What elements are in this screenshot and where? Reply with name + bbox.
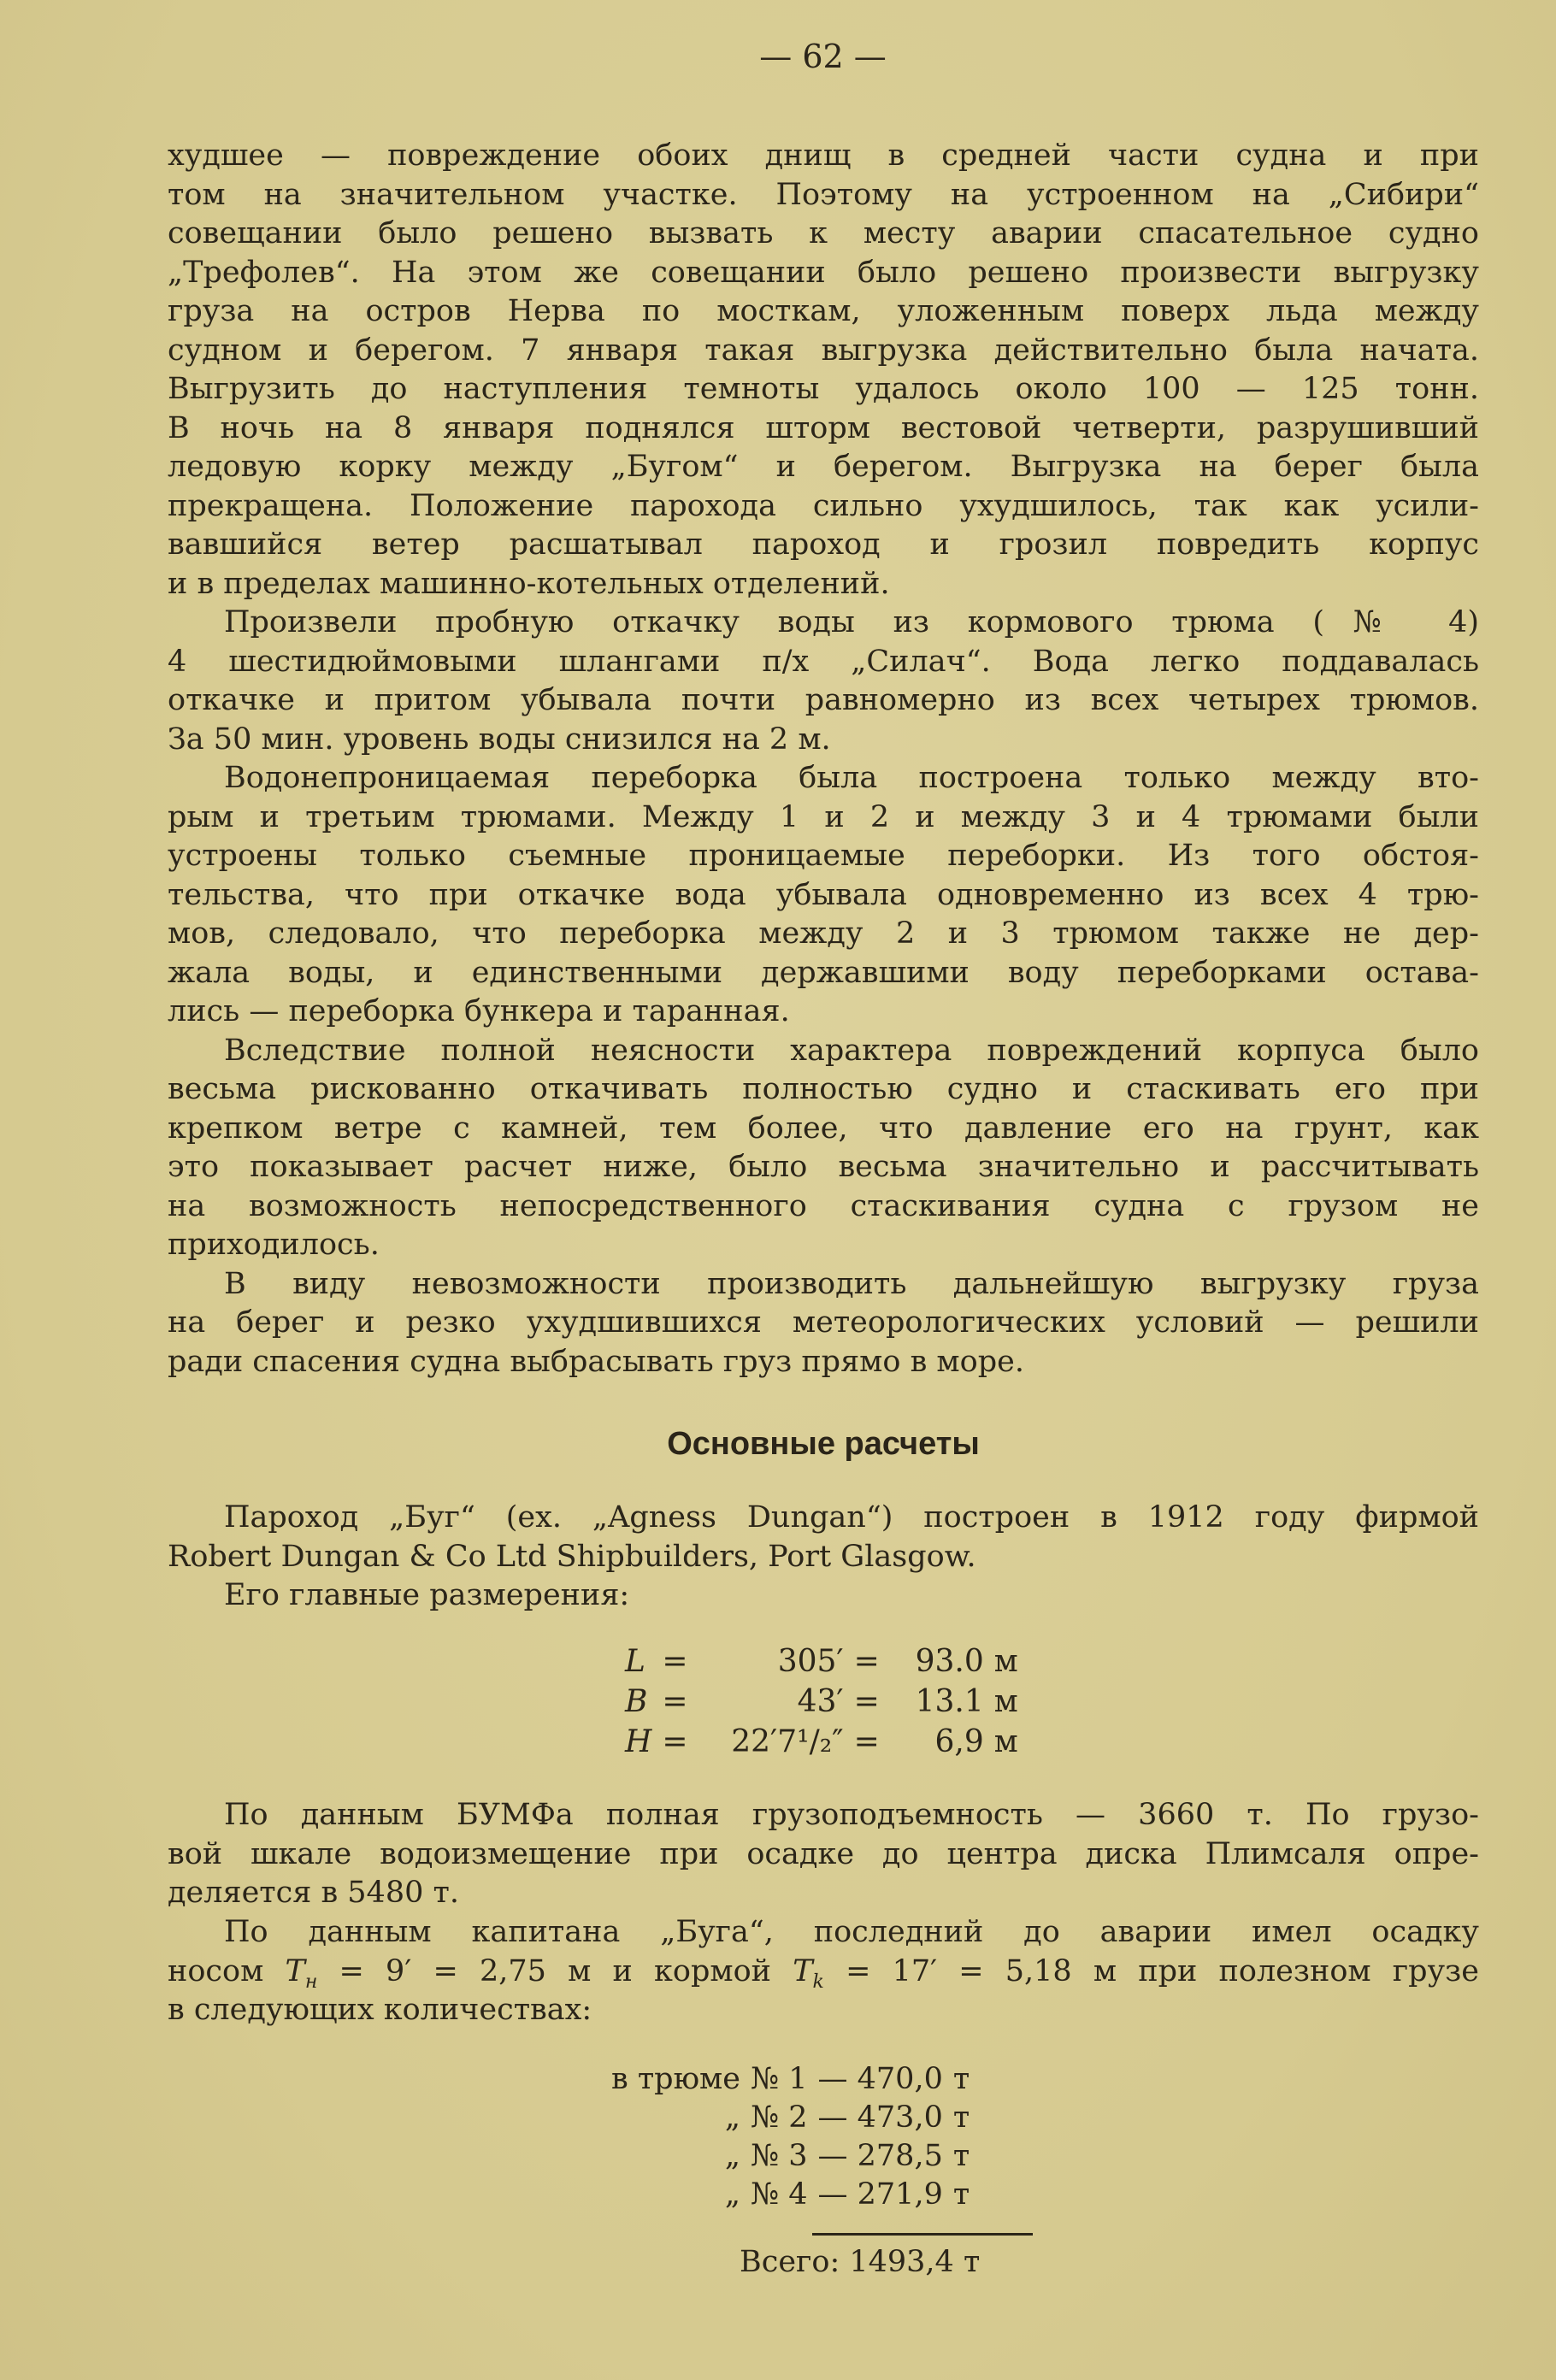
text-line: это показывает расчет ниже, было весьма значительно и рассчитывать <box>168 1150 1479 1184</box>
cargo-no: № 1 <box>751 2062 808 2096</box>
text-line-draft: носом $T_н = 9' = 2,75$ м и кормой $T_k = 17' = 5,18$ м при полезном грузе <box>168 1953 1479 1993</box>
dimension-var: L <box>625 1644 645 1679</box>
text-line: худшее — повреждение обоих днищ в средней части судна и при <box>168 138 1479 173</box>
dimension-feet: 43′ <box>797 1684 844 1719</box>
text-line: устроены только съемные проницаемые переборки. Из того обстоя- <box>168 839 1479 873</box>
dimension-eq1: = <box>662 1644 688 1679</box>
dimensions-table <box>620 1641 1023 1762</box>
cargo-row <box>581 2176 975 2214</box>
text-line: мов, следовало, что переборка между 2 и 3 трюмом также не дер- <box>168 916 1479 951</box>
cargo-table <box>581 2060 975 2214</box>
text-line: „Трефолев“. На этом же совещании было решено произвести выгрузку <box>168 255 1479 290</box>
dimension-row <box>620 1682 1023 1722</box>
text-line: тельства, что при откачке вода убывала одновременно из всех 4 трю- <box>168 877 1479 912</box>
text-line: крепком ветре с камней, тем более, что давление его на грунт, как <box>168 1110 1479 1146</box>
text-line: Выгрузить до наступления темноты удалось около 100 — 125 тонн. <box>168 372 1479 406</box>
text-line: на возможность непосредственного стаскивания судна с грузом не <box>168 1188 1479 1223</box>
dimension-eq2: = <box>853 1684 880 1719</box>
cargo-value: — 278,5 <box>817 2139 943 2173</box>
dimension-eq2: = <box>853 1724 880 1759</box>
text-line: приходилось. <box>168 1228 380 1262</box>
dimension-feet: 305′ <box>777 1644 844 1679</box>
cargo-value: — 473,0 <box>817 2100 943 2135</box>
text-line: откачке и притом убывала почти равномерно из всех четырех трюмов. <box>168 683 1479 717</box>
text-line: на берег и резко ухудшившихся метеорологических условий — решили <box>168 1305 1479 1340</box>
text-line: рым и третьим трюмами. Между 1 и 2 и между 3 и 4 трюмами были <box>168 799 1479 834</box>
dimension-unit: м <box>993 1644 1018 1679</box>
text-line: совещании было решено вызвать к месту аварии спасательное судно <box>168 216 1479 250</box>
text-line: В ночь на 8 января поднялся шторм вестовой четверти, разрушивший <box>168 410 1479 445</box>
body-text <box>168 137 1479 1381</box>
text-line: За 50 мин. уровень воды снизился на 2 м. <box>168 722 831 757</box>
text-line: том на значительном участке. Поэтому на устроенном на „Сибири“ <box>168 177 1479 212</box>
text-line: 4 шестидюймовыми шлангами п/х „Силач“. Вода легко поддавалась <box>168 644 1479 679</box>
section-heading: Основные расчеты <box>667 1426 980 1462</box>
cargo-row <box>581 2137 975 2176</box>
text-line: В виду невозможности производить дальнейшую выгрузку груза <box>224 1266 1479 1301</box>
text-line: Пароход „Буг“ (ех. „Agness Dungan“) построен в 1912 году фирмой <box>224 1500 1479 1535</box>
text-line: лись — переборка бункера и таранная. <box>168 994 790 1028</box>
dimension-eq2: = <box>853 1644 880 1679</box>
text-line: Его главные размерения: <box>224 1578 630 1612</box>
text-line: судном и берегом. 7 января такая выгрузка действительно была начата. <box>168 333 1479 368</box>
page-number: — 62 — <box>759 38 887 75</box>
cargo-unit: т <box>952 2062 970 2096</box>
text-line: Водонепроницаемая переборка была построена только между вто- <box>224 761 1479 795</box>
dimension-metric: 13.1 <box>915 1684 984 1719</box>
text-line: ледовую корку между „Бугом“ и берегом. Выгрузка на берег была <box>168 450 1479 484</box>
text-line: груза на остров Нерва по мосткам, уложенным поверх льда между <box>168 294 1479 328</box>
cargo-unit: т <box>952 2177 970 2212</box>
cargo-no: № 3 <box>751 2139 808 2173</box>
cargo-row <box>581 2060 975 2099</box>
cargo-total: Всего: 1493,4 т <box>740 2245 981 2279</box>
text-line: и в пределах машинно-котельных отделений. <box>168 566 890 601</box>
cargo-value: — 271,9 <box>817 2177 943 2212</box>
text-line: вавшийся ветер расшатывал пароход и грозил повредить корпус <box>168 527 1479 562</box>
dimension-row <box>620 1641 1023 1682</box>
dimension-feet: 22′7¹/₂″ <box>731 1724 844 1759</box>
text-line: По данным БУМФа полная грузоподъемность — 3660 т. По грузо- <box>224 1798 1479 1832</box>
draft-paragraph <box>168 1913 1479 2030</box>
dimension-var: H <box>625 1724 652 1759</box>
text-line: Robert Dungan & Co Ltd Shipbuilders, Port Glasgow. <box>168 1539 976 1574</box>
cargo-prefix: „ <box>724 2139 740 2173</box>
cargo-prefix: „ <box>724 2177 740 2212</box>
sum-rule <box>812 2233 1033 2236</box>
dimension-row <box>620 1722 1023 1762</box>
text-line: По данным капитана „Буга“, последний до аварии имел осадку <box>224 1915 1479 1949</box>
text-line: в следующих количествах: <box>168 1993 592 2027</box>
text-line: деляется в 5480 т. <box>168 1876 459 1910</box>
text-line: Вследствие полной неясности характера повреждений корпуса было <box>224 1033 1479 1068</box>
cargo-prefix: в трюме <box>610 2062 740 2096</box>
dimension-eq1: = <box>662 1724 688 1759</box>
dimension-unit: м <box>993 1724 1018 1759</box>
text-line: Произвели пробную откачку воды из кормового трюма (№ 4) <box>224 605 1479 639</box>
cargo-no: № 2 <box>751 2100 808 2135</box>
cargo-row <box>581 2099 975 2137</box>
text-line: жала воды, и единственными державшими воду переборками остава- <box>168 955 1479 990</box>
dimension-metric: 93.0 <box>915 1644 984 1679</box>
dimension-metric: 6,9 <box>934 1724 984 1759</box>
text-line: весьма рискованно откачивать полностью судно и стаскивать его при <box>168 1072 1479 1106</box>
cargo-value: — 470,0 <box>817 2062 943 2096</box>
cargo-no: № 4 <box>751 2177 808 2212</box>
text-line: ради спасения судна выбрасывать груз прямо в море. <box>168 1344 1024 1379</box>
cargo-prefix: „ <box>724 2100 740 2135</box>
ship-description <box>168 1499 1479 1616</box>
text-line: вой шкале водоизмещение при осадке до центра диска Плимсаля опре- <box>168 1836 1479 1871</box>
displacement-paragraph <box>168 1796 1479 1913</box>
dimension-eq1: = <box>662 1684 688 1719</box>
cargo-unit: т <box>952 2139 970 2173</box>
dimension-var: B <box>625 1684 648 1719</box>
dimension-unit: м <box>993 1684 1018 1719</box>
text-line: прекращена. Положение парохода сильно ухудшилось, так как усили- <box>168 488 1479 523</box>
cargo-unit: т <box>952 2100 970 2135</box>
